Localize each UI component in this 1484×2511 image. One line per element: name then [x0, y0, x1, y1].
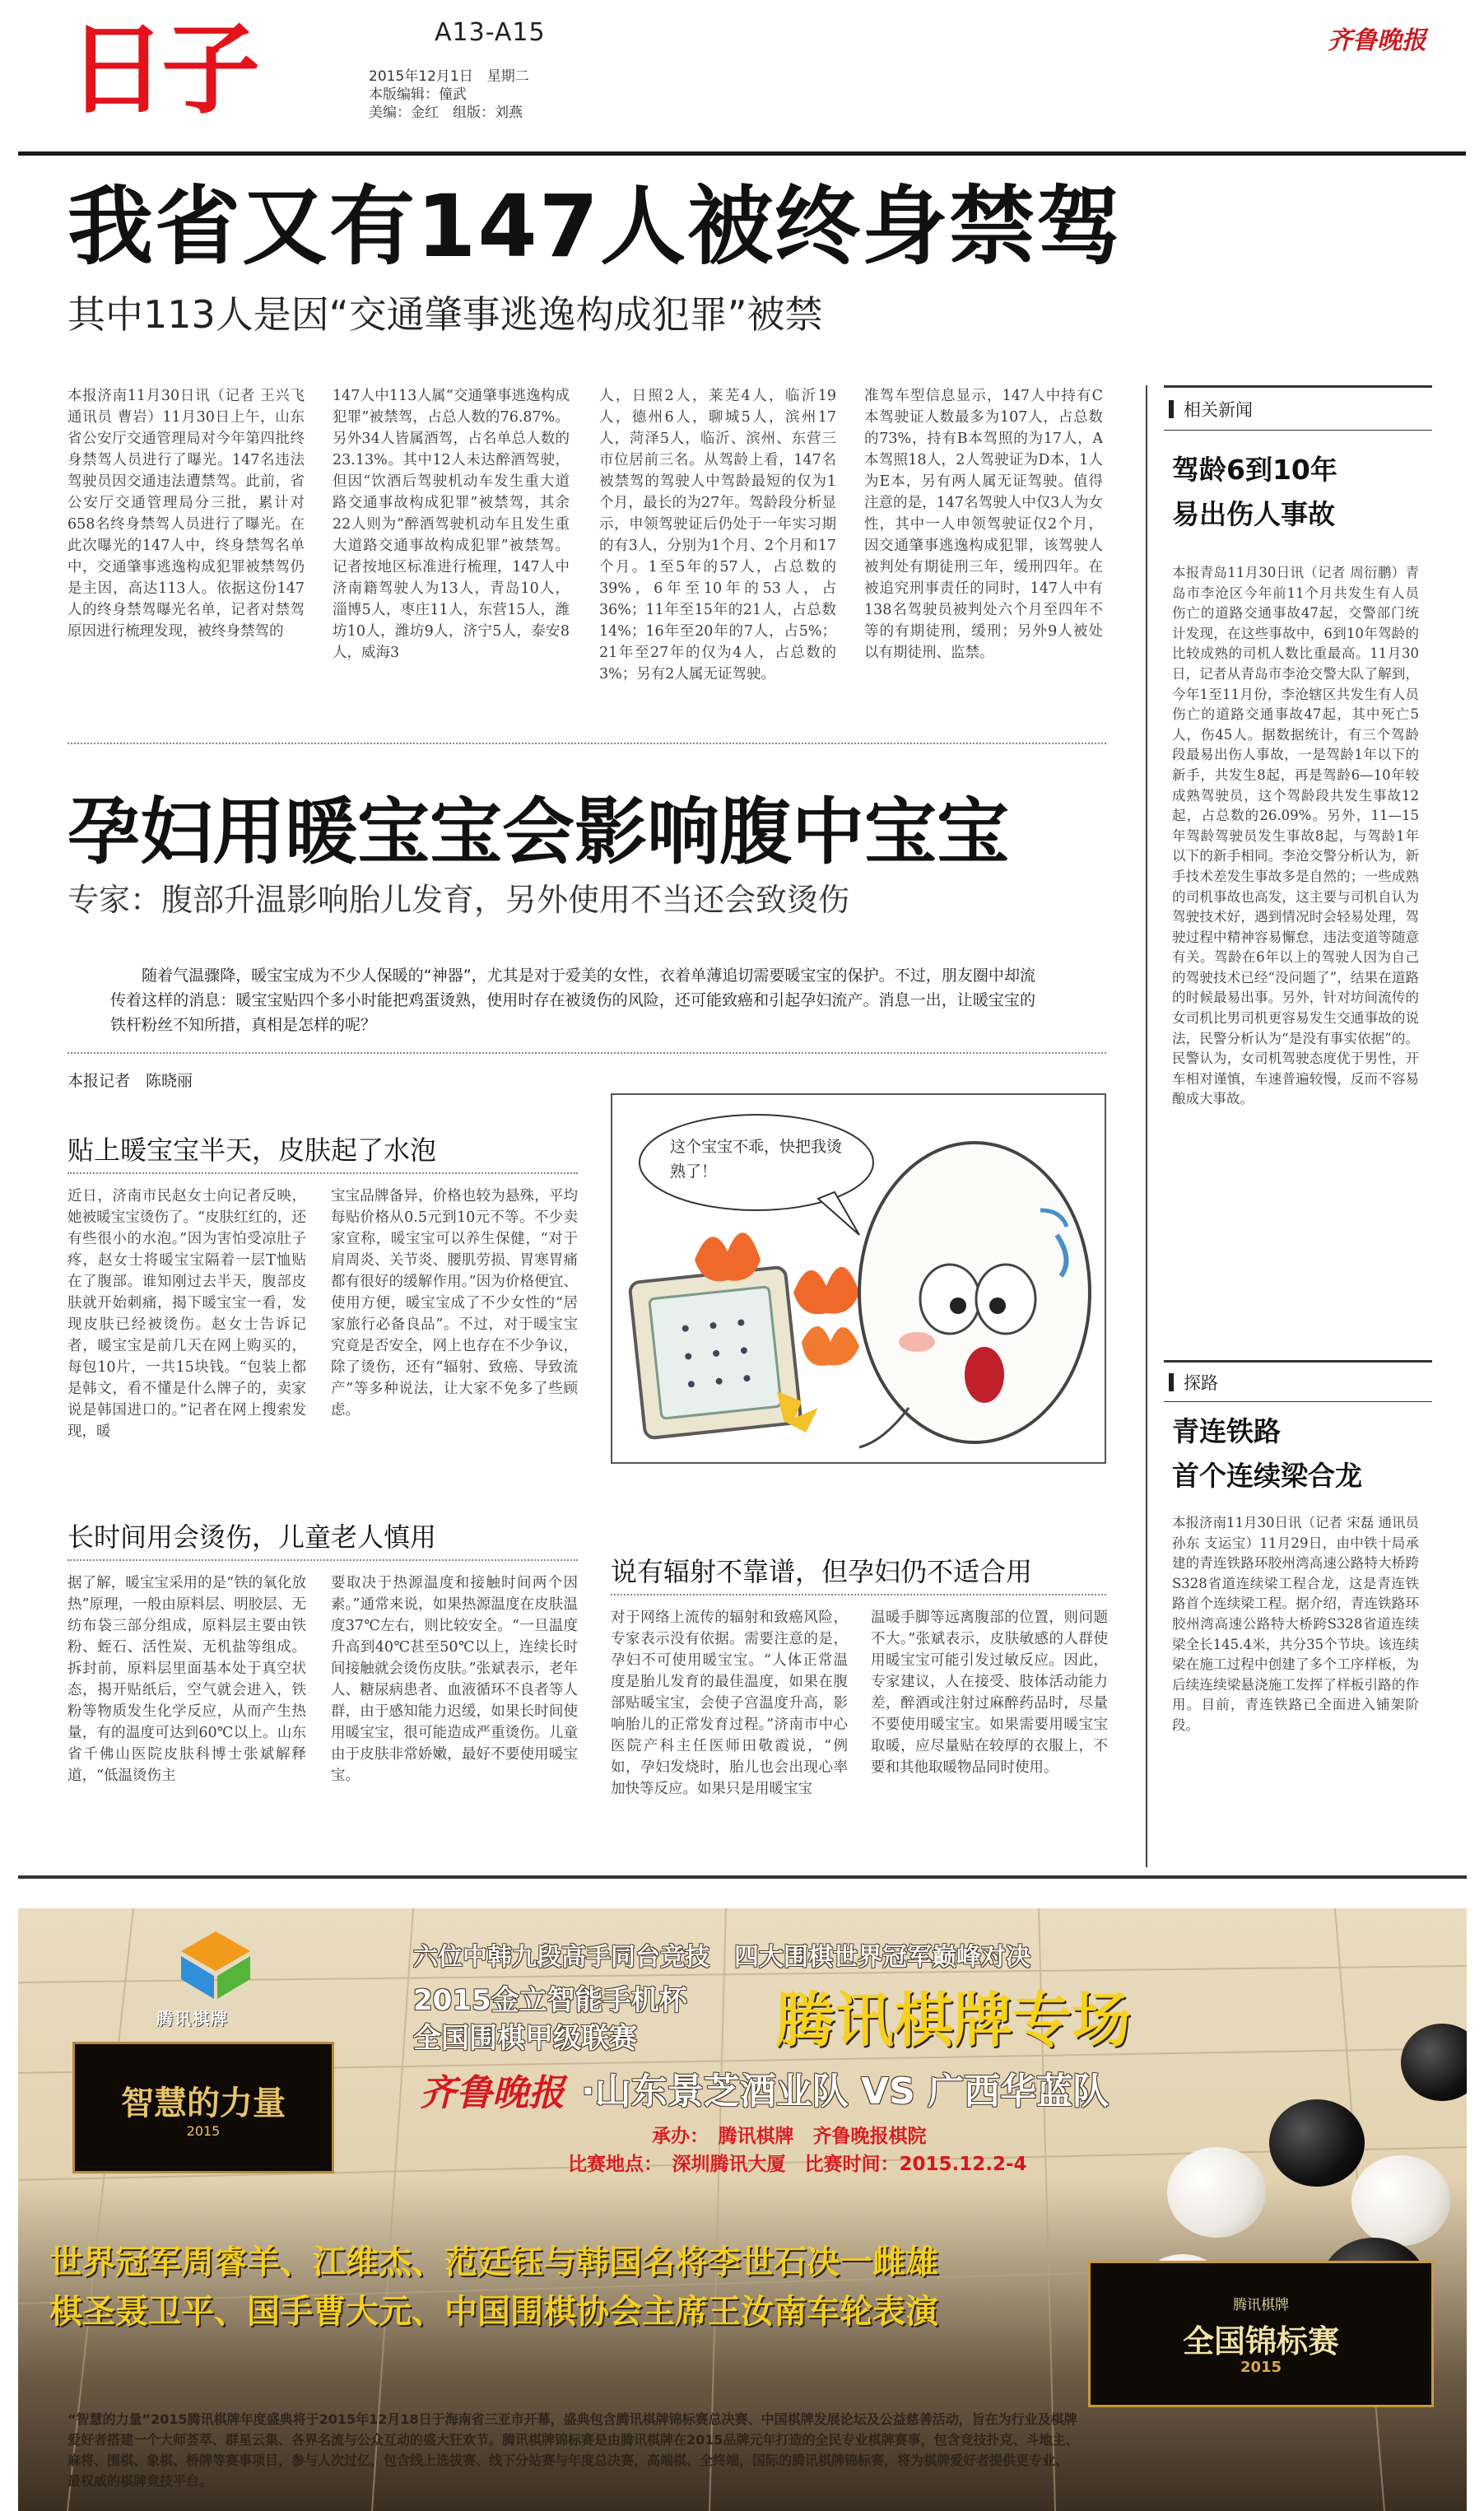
- divider: [1164, 385, 1432, 388]
- section-1-title: 贴上暖宝宝半天，皮肤起了水泡: [67, 1134, 437, 1166]
- poster-championship-brand: 腾讯棋牌: [1233, 2297, 1289, 2313]
- story2-headline: 孕妇用暖宝宝会影响腹中宝宝: [67, 790, 1010, 874]
- sidebar-headline-1a: 驾龄6到10年: [1172, 454, 1337, 486]
- sidebar-headline-2b: 首个连续梁合龙: [1172, 1460, 1362, 1492]
- divider: [67, 1559, 578, 1561]
- section-3-title: 说有辐射不靠谱，但孕妇仍不适合用: [611, 1556, 1033, 1587]
- sidebar-body-1: 本报青岛11月30日讯（记者 周衍鹏）青岛市李沧区今年前11个月共发生有人员伤亡的道路交通事故47起，交警部门统计发现，在这些事故中，6到10年驾龄的比较成熟的司机人数比重最高。11月30日，记者从青岛市李沧交警大队了解到，今年1至11月份，李沧辖区共发生有人员伤亡的道路交通事故47起，其中死亡5人，伤45人。据数据统计，有三个驾龄段最易出伤人事故，一是驾龄1年以下的新手，共发生8起，再是驾龄6—10年较成熟驾驶员，这个驾龄段共发生事故12起，占总数的26.09%。另外，11—15年驾龄驾驶员发生事故8起，与驾龄1年以下的新手相同。李沧交警分析认为，新手技术差发生事故多是自然的；一些成熟的司机事故也高发，这主要与司机自认为驾驶技术好，遇到情况时会轻易处理，驾驶过程中精神容易懈怠，违法变道等随意有关。驾龄在6年以上的驾驶人因为自己的驾驶技术已经“没问题了”，结果在道路的时候最易出事。另外，针对坊间流传的女司机比男司机更容易发生交通事故的说法，民警分析认为“是没有事实依据”的。民警认为，女司机驾驶态度优于男性，开车相对谨慎，车速普遍较慢，反而不容易酿成大事故。: [1172, 565, 1419, 1107]
- section-3-col-2: 温暖手脚等远离腹部的位置，则问题不大。”张斌表示，皮肤敏感的人群使用暖宝宝可能引发过敏反应。因此，专家建议，人在接受、肢体活动能力差，醉酒或注射过麻醉药品时，尽量不要使用暖宝宝。如果需要用暖宝宝取暖，应尽量贴在较厚的衣服上，不要和其他取暖物品同时使用。: [871, 1610, 1108, 1776]
- page-range: A13-A15: [435, 18, 546, 47]
- newspaper-logo: 齐鲁晚报: [1328, 26, 1426, 55]
- story2-subhead: 专家：腹部升温影响胎儿发育，另外使用不当还会致烫伤: [67, 882, 850, 918]
- poster-championship: [1088, 2261, 1434, 2407]
- story1-subhead: 其中113人是因“交通肇事逃逸构成犯罪”被禁: [67, 292, 823, 337]
- poster-wisdom: [72, 2042, 334, 2173]
- white-stone: [1351, 2155, 1450, 2246]
- divider: [611, 1594, 1106, 1596]
- sidebar-body-2: 本报济南11月30日讯（记者 宋磊 通讯员 孙东 支运宝）11月29日，由中铁十局承建的青连铁路环胶州湾高速公路特大桥跨S328省道连续梁工程合龙，这是青连铁路首个连续梁工程。据介绍，青连铁路环胶州湾高速公路特大桥跨S328省道连续梁全长145.4米，共分35个节块。该连续梁在施工过程中创建了多个工序样板，为后续连续梁悬浇施工发挥了样板引路的作用。目前，青连铁路已全面进入铺架阶段。: [1172, 1515, 1419, 1733]
- divider: [67, 1172, 578, 1174]
- ad-body-text: “智慧的力量”2015腾讯棋牌年度盛典将于2015年12月18日于海南省三亚市开幕，盛典包含腾讯棋牌锦标赛总决赛、中国棋牌发展论坛及公益慈善活动，旨在为行业及棋牌爱好者搭建一个大师荟萃、群星云集、各界名流与公众互动的盛大狂欢节。腾讯棋牌锦标赛是由腾讯棋牌在2015品牌元年打造的全民专业棋牌赛事，包含竞技扑克、斗地主、麻将、围棋、象棋、桥牌等赛事项目，参与人次过亿，包含线上选拔赛、线下分站赛与年度总决赛，高端棋、全终端，国际的腾讯棋牌锦标赛，将为棋牌爱好者提供更专业、最权威的棋牌竞技平台。: [67, 2411, 1079, 2489]
- sidebar-rule: [1146, 385, 1147, 1867]
- venue-time: 比赛地点： 深圳腾讯大厦 比赛时间：2015.12.2-4: [568, 2154, 1027, 2175]
- section-logo: 日子: [67, 13, 255, 128]
- speech-bubble-text: 这个宝宝不乖，快把我烫熟了！: [670, 1138, 843, 1181]
- special-event-title: 腾讯棋牌专场: [775, 1986, 1132, 2055]
- sidebar-headline-1b: 易出伤人事故: [1172, 498, 1335, 530]
- sidebar-tag-explore: 探路: [1169, 1370, 1218, 1395]
- white-stone: [1167, 2147, 1266, 2238]
- newspaper-logo-ad: 齐鲁晚报: [420, 2072, 565, 2114]
- tencent-games-logo-icon: [174, 1928, 257, 2002]
- advertisement: [18, 1908, 1467, 2511]
- story1-col-4: 准驾车型信息显示，147人中持有C本驾驶证人数最多为107人，占总数的73%，持有B本驾照的为17人，A本驾照18人，2人驾驶证为D本，1人为E本，另有两人属无证驾驶。值得注意的是，147名驾驶人中仅3人为女性，其中一人申领驾驶证仅2个月，因交通肇事逃逸构成犯罪，该驾驶人被判处有期徒刑三年，缓刑四年。在被追究刑事责任的同时，147人中有138名驾驶员被判处六个月至四年不等的有期徒刑，缓刑；另外9人被处以有期徒刑、监禁。: [864, 388, 1103, 661]
- league-name-2: 全国围棋甲级联赛: [413, 2022, 637, 2055]
- poster-wisdom-title: 智慧的力量: [121, 2085, 286, 2122]
- divider: [1164, 1401, 1432, 1402]
- story1-col-1: 本报济南11月30日讯（记者 王兴飞 通讯员 曹岩）11月30日上午，山东省公安厅交通管理局对今年第四批终身禁驾人员进行了曝光。147名违法驾驶员因交通违法遭禁驾。此前，省公安厅交通管理局分三批，累计对658名终身禁驾人员进行了曝光。在此次曝光的147人中，终身禁驾名单中，交通肇事逃逸构成犯罪被禁驾仍是主因，高达113人。依据这份147人的终身禁驾曝光名单，记者对禁驾原因进行梳理发现，被终身禁驾的: [67, 388, 305, 640]
- story2-lede: 随着气温骤降，暖宝宝成为不少人保暖的“神器”，尤其是对于爱美的女性，衣着单薄追切需要暖宝宝的保护。不过，朋友圈中却流传着这样的消息：暖宝宝贴四个多小时能把鸡蛋烫熟，使用时存在被烫伤的风险，还可能致癌和引起孕妇流产。消息一出，让暖宝宝的铁杆粉丝不知所措，真相是怎样的呢？: [110, 967, 1035, 1034]
- divider: [18, 1875, 1467, 1879]
- byline: 本报记者 陈晓丽: [67, 1072, 193, 1090]
- ad-headline-2: 棋圣聂卫平、国手曹大元、中国围棋协会主席王汝南车轮表演: [49, 2293, 938, 2331]
- ad-headline-1: 世界冠军周睿羊、江维杰、范廷钰与韩国名将李世石决一雌雄: [49, 2243, 938, 2281]
- ad-top-line: 六位中韩九段高手同台竞技 四大围棋世界冠军巅峰对决: [413, 1943, 1030, 1972]
- date-line: 2015年12月1日 星期二: [369, 68, 529, 85]
- section-1-col-1: 近日，济南市民赵女士向记者反映，她被暖宝宝烫伤了。“皮肤红红的，还有些很小的水泡。”因为害怕受凉肚子疼，赵女士将暖宝宝隔着一层T恤贴在了腹部。谁知刚过去半天，腹部皮肤就开始刺痛，揭下暖宝宝一看，发现皮肤已经被烫伤。赵女士告诉记者，暖宝宝是前几天在网上购买的，每包10片，一共15块钱。“包装上都是韩文，看不懂是什么牌子的，卖家说是韩国进口的。”记者在网上搜索发现，暖: [67, 1188, 306, 1440]
- masthead-rule: [18, 151, 1466, 156]
- sidebar-headline-2a: 青连铁路: [1172, 1415, 1281, 1447]
- black-stone: [1269, 2099, 1365, 2187]
- section-2-title: 长时间用会烫伤，儿童老人慎用: [67, 1521, 437, 1553]
- section-3-col-1: 对于网络上流传的辐射和致癌风险，专家表示没有依据。需要注意的是，孕妇不可使用暖宝宝。“人体正常温度是胎儿发育的最佳温度，如果在腹部贴暖宝宝，会使子宫温度升高，影响胎儿的正常发育过程。”济南市中心医院产科主任医师田敬霞说，“例如，孕妇发烧时，胎儿也会出现心率加快等反应。如果只是用暖宝宝: [611, 1610, 848, 1797]
- story1-col-3: 人，日照2人，莱芜4人，临沂19人，德州6人，聊城5人，滨州17人，菏泽5人，临沂、滨州、东营三市位居前三名。从驾龄上看，147名被禁驾的驾驶人中驾龄最短的仅为1个月，最长的为27年。驾龄段分析显示，申领驾驶证后仍处于一年实习期的有3人，分别为1个月、2个月和17个月。1至5年的57人，占总数的39%，6年至10年的53人，占36%；11年至15年的21人，占总数14%；16年至20年的7人，占5%；21年至27年的仅为4人，占总数的3%；另有2人属无证驾驶。: [599, 388, 836, 682]
- illustration-frame: [611, 1093, 1106, 1464]
- section-2-col-2: 要取决于热源温度和接触时间两个因素。”通常来说，如果热源温度在皮肤温度37℃左右，则比较安全。“一旦温度升高到40℃甚至50℃以上，连续长时间接触就会烫伤皮肤。”张斌表示，老年人、糖尿病患者、血液循环不良者等人群，由于感知能力迟缓，如果长时间使用暖宝宝，很可能造成严重烫伤。儿童由于皮肤非常娇嫩，最好不要使用暖宝宝。: [331, 1575, 578, 1784]
- divider: [1164, 430, 1432, 431]
- poster-wisdom-year: 2015: [186, 2123, 221, 2139]
- brand-name: 腾讯棋牌: [156, 2009, 229, 2029]
- divider: [67, 743, 1106, 744]
- story1-col-2: 147人中113人属“交通肇事逃逸构成犯罪”被禁驾，占总人数的76.87%。另外34人皆属酒驾，占名单总人数的23.13%。其中12人未达醉酒驾驶，但因“饮酒后驾驶机动车发生重大道路交通事故构成犯罪”被禁驾，其余22人则为“醉酒驾驶机动车且发生重大道路交通事故构成犯罪”被禁驾。记者按地区标准进行梳理，147人中济南籍驾驶人为13人，青岛10人，淄博5人，枣庄11人，东营15人，潍坊10人，潍坊9人，济宁5人，泰安8人，威海3: [333, 388, 570, 661]
- story1-headline: 我省又有147人被终身禁驾: [67, 176, 1124, 277]
- section-1-col-2: 宝宝品牌备异，价格也较为悬殊，平均每贴价格从0.5元到10元不等。不少卖家宣称，暖宝宝可以养生保健，“对于肩周炎、关节炎、腰肌劳损、胃寒胃痛都有很好的缓解作用。”因为价格便宜、使用方便，暖宝宝成了不少女性的“居家旅行必备良品”。不过，对于暖宝宝究竟是否安全，网上也存在不少争议，除了烫伤，还有“辐射、致癌、导致流产”等多种说法，让大家不免多了些顾虑。: [331, 1188, 578, 1419]
- sidebar-tag-related: 相关新闻: [1169, 397, 1253, 422]
- league-name-1: 2015金立智能手机杯: [413, 1984, 687, 2017]
- section-2-col-1: 据了解，暖宝宝采用的是“铁的氧化放热”原理，一般由原料层、明胶层、无纺布袋三部分组成，原料层主要由铁粉、蛭石、活性炭、无机盐等组成。拆封前，原料层里面基本处于真空状态，揭开贴纸后，空气就会进入，铁粉等物质发生化学反应，从而产生热量，有的温度可达到60℃以上。山东省千佛山医院皮肤科博士张斌解释道，“低温烫伤主: [67, 1575, 306, 1784]
- editor-line: 本版编辑：僮武: [369, 86, 467, 103]
- divider: [67, 1052, 1106, 1054]
- design-line: 美编：金红 组版：刘燕: [369, 105, 523, 121]
- poster-championship-year: 2015: [1240, 2359, 1282, 2376]
- matchup: ·山东景芝酒业队 VS 广西华蓝队: [581, 2071, 1110, 2113]
- divider: [1164, 1360, 1432, 1363]
- organizers: 承办： 腾讯棋牌 齐鲁晚报棋院: [652, 2126, 927, 2147]
- poster-championship-title: 全国锦标赛: [1182, 2323, 1339, 2360]
